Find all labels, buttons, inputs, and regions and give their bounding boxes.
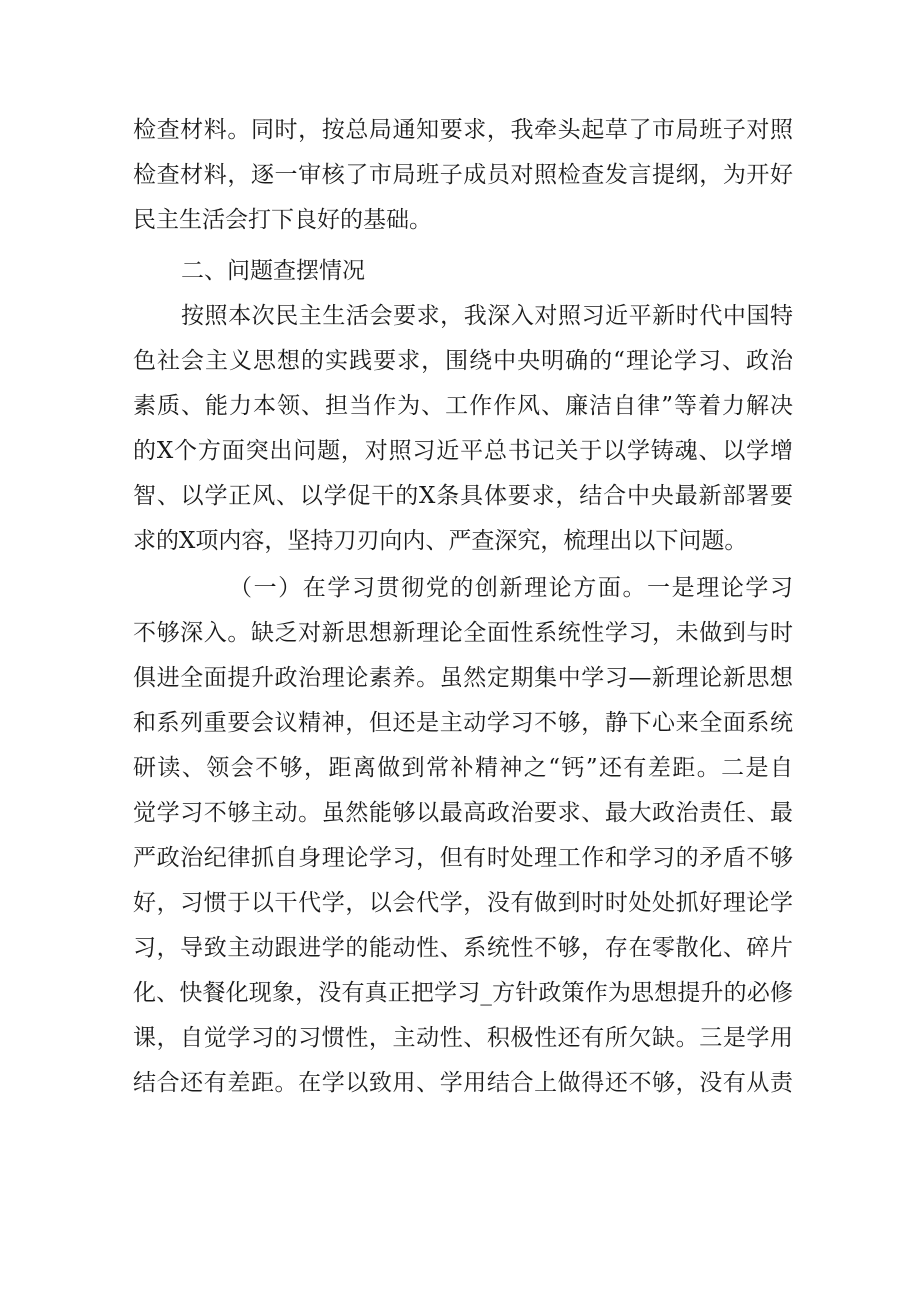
paragraph-3-line-7: 严政治纪律抓自身理论学习，但有时处理工作和学习的矛盾不够 bbox=[133, 845, 793, 871]
paragraph-2-line-1: 按照本次民主生活会要求，我深入对照习近平新时代中国特 bbox=[181, 303, 793, 329]
paragraph-2-line-4: 的X个方面突出问题，对照习近平总书记关于以学铸魂、以学增 bbox=[133, 438, 793, 464]
paragraph-3-line-8: 好，习惯于以干代学，以会代学，没有做到时时处处抓好理论学 bbox=[133, 890, 793, 916]
paragraph-3-line-4: 和系列重要会议精神，但还是主动学习不够，静下心来全面系统 bbox=[133, 710, 793, 736]
paragraph-3-line-10: 化、快餐化现象，没有真正把学习_方针政策作为思想提升的必修 bbox=[133, 980, 793, 1006]
paragraph-2-line-5: 智、以学正风、以学促干的X条具体要求，结合中央最新部署要 bbox=[133, 483, 793, 509]
section-heading: 二、问题查摆情况 bbox=[181, 258, 365, 284]
paragraph-1-line-3: 民主生活会打下良好的基础。 bbox=[133, 207, 432, 233]
paragraph-2-line-2: 色社会主义思想的实践要求，围绕中央明确的“理论学习、政治 bbox=[133, 348, 793, 374]
paragraph-1-line-1: 检查材料。同时，按总局通知要求，我牵头起草了市局班子对照 bbox=[133, 117, 793, 143]
paragraph-3-line-6: 觉学习不够主动。虽然能够以最高政治要求、最大政治责任、最 bbox=[133, 800, 793, 826]
paragraph-1-line-2: 检查材料，逐一审核了市局班子成员对照检查发言提纲，为开好 bbox=[133, 162, 793, 188]
paragraph-2-line-6: 求的X项内容，坚持刀刃向内、严查深究，梳理出以下问题。 bbox=[133, 528, 748, 554]
paragraph-3-line-2: 不够深入。缺乏对新思想新理论全面性系统性学习，未做到与时 bbox=[133, 620, 793, 646]
paragraph-3-line-12: 结合还有差距。在学以致用、学用结合上做得还不够，没有从责 bbox=[133, 1070, 793, 1096]
paragraph-2-line-3: 素质、能力本领、担当作为、工作作风、廉洁自律”等着力解决 bbox=[133, 393, 793, 419]
paragraph-3-line-9: 习，导致主动跟进学的能动性、系统性不够，存在零散化、碎片 bbox=[133, 935, 793, 961]
paragraph-3-line-3: 俱进全面提升政治理论素养。虽然定期集中学习—新理论新思想 bbox=[133, 665, 793, 691]
paragraph-3-line-1: （一）在学习贯彻党的创新理论方面。一是理论学习 bbox=[229, 575, 793, 601]
paragraph-3-line-5: 研读、领会不够，距离做到常补精神之“钙”还有差距。二是自 bbox=[133, 755, 793, 781]
paragraph-3-line-11: 课，自觉学习的习惯性，主动性、积极性还有所欠缺。三是学用 bbox=[133, 1025, 793, 1051]
